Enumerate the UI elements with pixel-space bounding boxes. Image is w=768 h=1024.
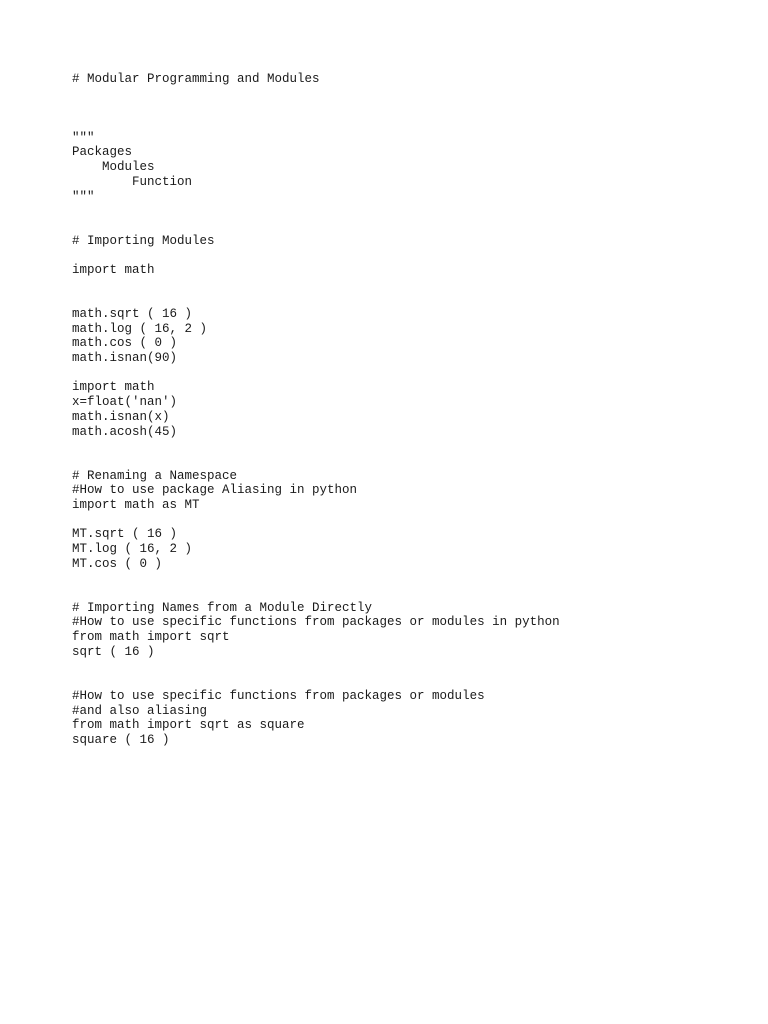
code-line: # Importing Modules (72, 233, 215, 248)
code-line: math.acosh(45) (72, 424, 178, 439)
code-line: MT.cos ( 0 ) (72, 556, 163, 571)
code-line: math.sqrt ( 16 ) (72, 307, 193, 321)
code-line (72, 278, 560, 293)
code-line: square ( 16 ) (72, 732, 170, 747)
code-line (72, 116, 560, 131)
code-line: from math import sqrt as square (72, 718, 305, 733)
code-line: MT.sqrt ( 16 ) (72, 527, 178, 542)
code-line: """ (72, 189, 95, 204)
code-line (72, 292, 560, 307)
code-line: math.isnan(x) (72, 409, 170, 424)
code-line: """ (72, 130, 95, 145)
code-line: #and also aliasing (72, 703, 208, 718)
code-line: math.cos ( 0 ) (72, 336, 178, 351)
code-line: # Importing Names from a Module Directly (72, 600, 373, 615)
code-line: math.isnan(90) (72, 351, 178, 366)
code-line (72, 513, 560, 528)
code-line (72, 586, 560, 601)
code-line (72, 101, 560, 116)
code-line (72, 366, 560, 381)
code-line (72, 219, 560, 234)
code-line: sqrt ( 16 ) (72, 644, 155, 659)
code-line: import math as MT (72, 497, 200, 512)
code-line (72, 660, 560, 675)
code-line: x=float('nan') (72, 395, 178, 410)
code-line: MT.log ( 16, 2 ) (72, 542, 193, 556)
code-line (72, 454, 560, 469)
code-line (72, 87, 560, 102)
code-line (72, 204, 560, 219)
code-line: from math import sqrt (72, 630, 230, 645)
code-line: #How to use package Aliasing in python (72, 483, 358, 498)
code-line (72, 439, 560, 454)
code-line: Packages (72, 145, 133, 160)
code-line (72, 248, 560, 263)
code-line: import math (72, 262, 155, 277)
code-line: Modules (72, 160, 155, 175)
code-text (72, 72, 560, 748)
code-line: # Renaming a Namespace (72, 468, 238, 483)
code-line: Function (72, 174, 193, 189)
code-line: math.log ( 16, 2 ) (72, 321, 208, 336)
code-line (72, 674, 560, 689)
code-line: #How to use specific functions from packages or modules (72, 688, 485, 703)
code-line: import math (72, 380, 155, 395)
code-line: #How to use specific functions from packages or modules in python (72, 615, 560, 630)
code-line: # Modular Programming and Modules (72, 72, 320, 86)
code-line (72, 571, 560, 586)
